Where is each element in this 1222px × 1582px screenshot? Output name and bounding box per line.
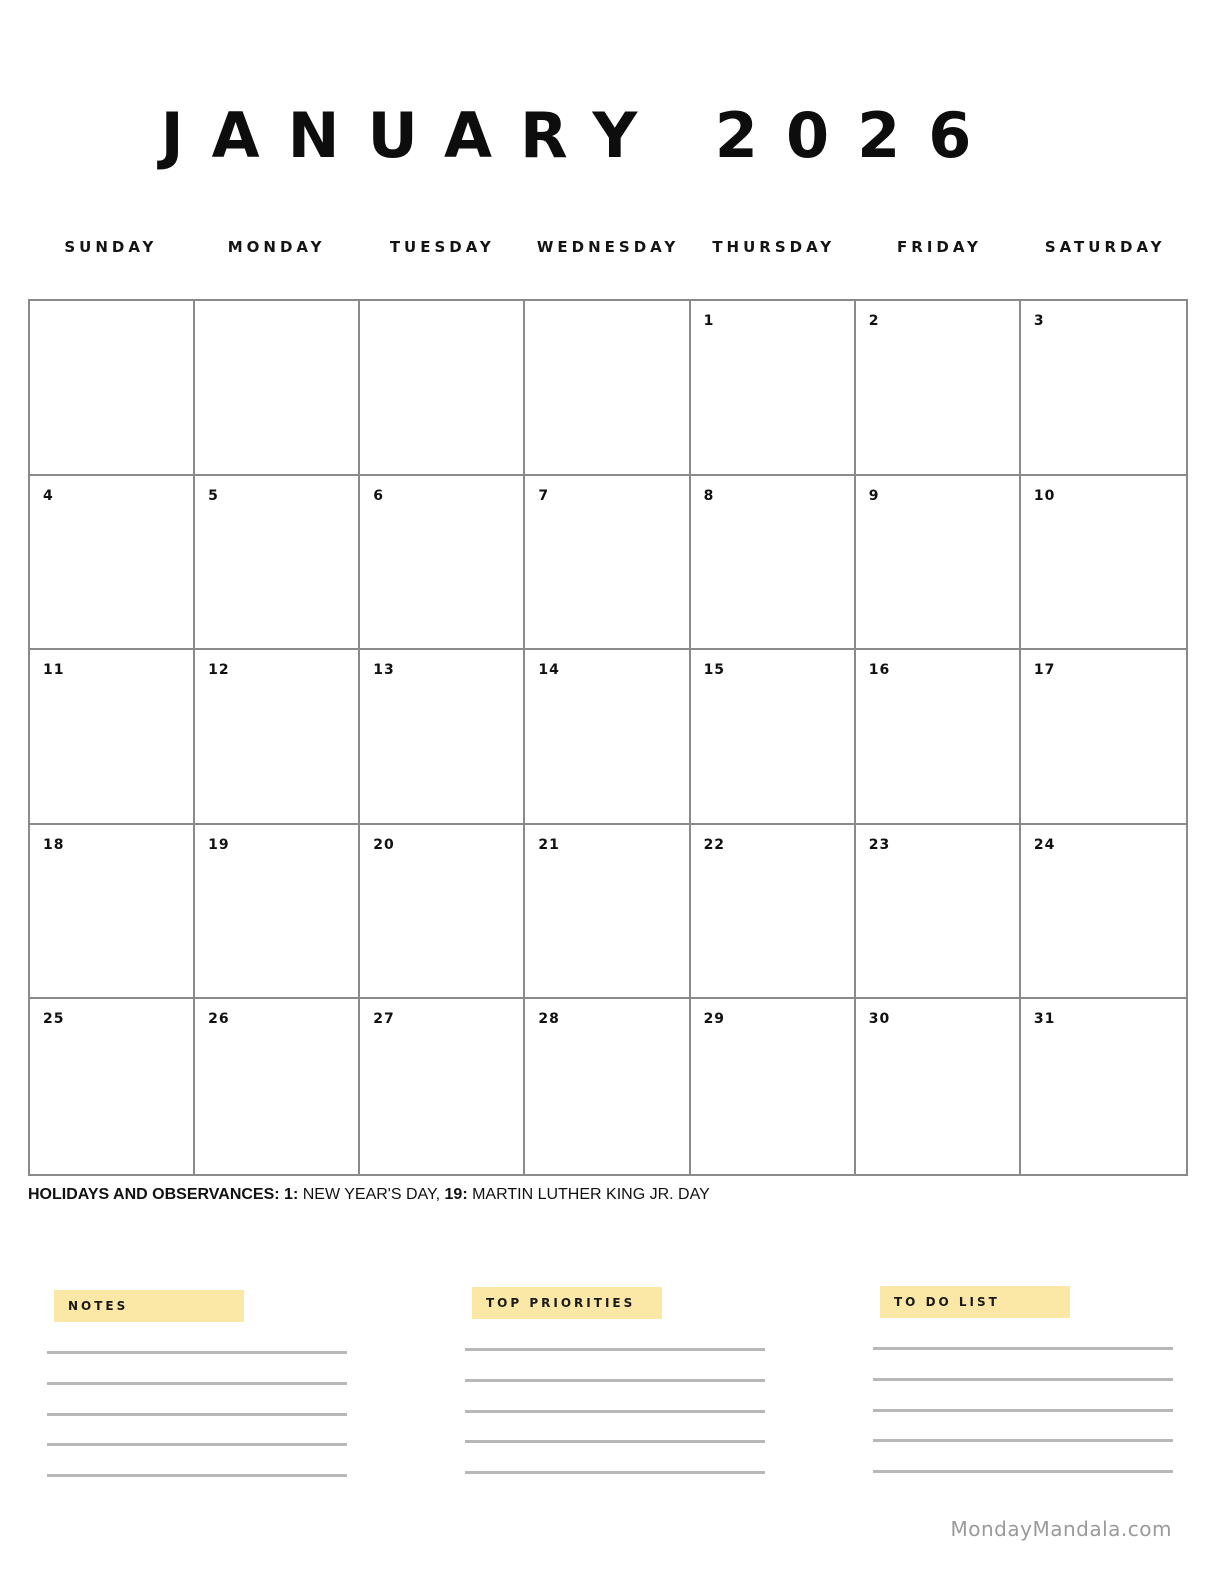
holiday-name: NEW YEAR'S DAY, (302, 1186, 441, 1203)
calendar-day-cell[interactable] (360, 650, 525, 825)
day-number: 4 (43, 487, 54, 504)
day-number: 24 (1033, 836, 1056, 853)
day-number: 13 (373, 662, 395, 679)
day-number: 21 (538, 836, 560, 853)
day-number: 20 (373, 836, 395, 853)
todo-line[interactable] (873, 1470, 1173, 1473)
priorities-line[interactable] (465, 1410, 765, 1413)
calendar-day-cell[interactable] (195, 825, 360, 1000)
calendar-day-cell[interactable] (1021, 825, 1186, 1000)
calendar-day-cell[interactable] (30, 650, 195, 825)
calendar-day-cell[interactable] (691, 476, 856, 651)
calendar-grid (28, 299, 1188, 1176)
calendar-day-cell[interactable] (360, 301, 525, 476)
weekday-header-row (28, 235, 1188, 259)
calendar-day-cell[interactable] (1021, 999, 1186, 1174)
weekday-wednesday: WEDNESDAY (536, 238, 680, 256)
day-number: 1 (703, 313, 715, 329)
calendar-day-cell[interactable] (1021, 650, 1186, 825)
calendar-day-cell[interactable] (525, 825, 690, 1000)
day-number: 30 (868, 1011, 891, 1028)
day-number: 15 (703, 662, 726, 679)
holiday-name: MARTIN LUTHER KING JR. DAY (472, 1186, 710, 1203)
notes-line[interactable] (47, 1351, 347, 1354)
calendar-day-cell[interactable] (195, 476, 360, 651)
todo-line[interactable] (873, 1409, 1173, 1412)
day-number: 5 (208, 487, 219, 504)
weekday-tuesday: TUESDAY (389, 238, 495, 256)
priorities-line[interactable] (465, 1440, 765, 1443)
calendar-day-cell[interactable] (856, 301, 1021, 476)
day-number: 3 (1033, 313, 1045, 329)
notes-line[interactable] (47, 1474, 347, 1477)
calendar-day-cell[interactable] (360, 476, 525, 651)
priorities-line[interactable] (465, 1471, 765, 1474)
calendar-day-cell[interactable] (856, 825, 1021, 1000)
day-number: 7 (538, 487, 550, 504)
calendar-day-cell[interactable] (856, 650, 1021, 825)
holidays-note (28, 1186, 710, 1204)
day-number: 2 (868, 313, 880, 329)
day-number: 25 (43, 1011, 65, 1028)
calendar-day-cell[interactable] (360, 825, 525, 1000)
calendar-day-cell[interactable] (1021, 476, 1186, 651)
weekday-saturday: SATURDAY (1044, 238, 1166, 256)
notes-line[interactable] (47, 1382, 347, 1385)
calendar-day-cell[interactable] (525, 999, 690, 1174)
weekday-monday: MONDAY (227, 238, 326, 256)
calendar-day-cell[interactable] (691, 825, 856, 1000)
day-number: 31 (1033, 1011, 1056, 1028)
calendar-day-cell[interactable] (30, 999, 195, 1174)
calendar-day-cell[interactable] (525, 650, 690, 825)
calendar-day-cell[interactable] (856, 999, 1021, 1174)
notes-line[interactable] (47, 1413, 347, 1416)
day-number: 18 (43, 836, 65, 853)
holiday-day: 19: (444, 1186, 468, 1203)
calendar-day-cell[interactable] (195, 650, 360, 825)
calendar-day-cell[interactable] (525, 301, 690, 476)
calendar-day-cell[interactable] (856, 476, 1021, 651)
calendar-day-cell[interactable] (195, 999, 360, 1174)
day-number: 29 (703, 1011, 726, 1028)
day-number: 6 (373, 487, 385, 504)
day-number: 19 (208, 836, 230, 853)
day-number: 10 (1033, 487, 1056, 504)
calendar-day-cell[interactable] (525, 476, 690, 651)
calendar-day-cell[interactable] (360, 999, 525, 1174)
top-priorities-section (465, 1287, 767, 1487)
watermark-footer: MondayMandala.com (950, 1517, 1172, 1541)
holiday-day: 1: (284, 1186, 299, 1203)
notes-line[interactable] (47, 1443, 347, 1446)
priorities-line[interactable] (465, 1379, 765, 1382)
todo-line[interactable] (873, 1378, 1173, 1381)
todo-line[interactable] (873, 1439, 1173, 1442)
day-number: 12 (208, 662, 230, 679)
day-number: 14 (538, 662, 560, 679)
day-number: 16 (868, 662, 891, 679)
day-number: 22 (703, 836, 726, 853)
calendar-day-cell[interactable] (195, 301, 360, 476)
weekday-sunday: SUNDAY (64, 238, 158, 256)
day-number: 11 (43, 662, 65, 679)
calendar-day-cell[interactable] (30, 301, 195, 476)
calendar-day-cell[interactable] (30, 825, 195, 1000)
day-number: 28 (538, 1011, 560, 1028)
calendar-day-cell[interactable] (691, 999, 856, 1174)
calendar-day-cell[interactable] (30, 476, 195, 651)
todo-list-section (873, 1286, 1175, 1486)
day-number: 26 (208, 1011, 230, 1028)
weekday-friday: FRIDAY (897, 238, 982, 256)
day-number: 9 (868, 487, 880, 504)
weekday-thursday: THURSDAY (712, 238, 836, 256)
day-number: 8 (703, 487, 715, 504)
calendar-day-cell[interactable] (691, 650, 856, 825)
top-priorities-label: TOP PRIORITIES (472, 1287, 662, 1319)
page-title: JANUARY 2026 (160, 99, 1000, 172)
day-number: 17 (1033, 662, 1056, 679)
notes-label: NOTES (54, 1290, 244, 1322)
priorities-line[interactable] (465, 1348, 765, 1351)
day-number: 23 (868, 836, 891, 853)
calendar-day-cell[interactable] (691, 301, 856, 476)
todo-list-label: TO DO LIST (880, 1286, 1070, 1318)
day-number: 27 (373, 1011, 395, 1028)
calendar-day-cell[interactable] (1021, 301, 1186, 476)
todo-line[interactable] (873, 1347, 1173, 1350)
holidays-label: HOLIDAYS AND OBSERVANCES: (28, 1186, 280, 1203)
notes-section (47, 1290, 349, 1490)
